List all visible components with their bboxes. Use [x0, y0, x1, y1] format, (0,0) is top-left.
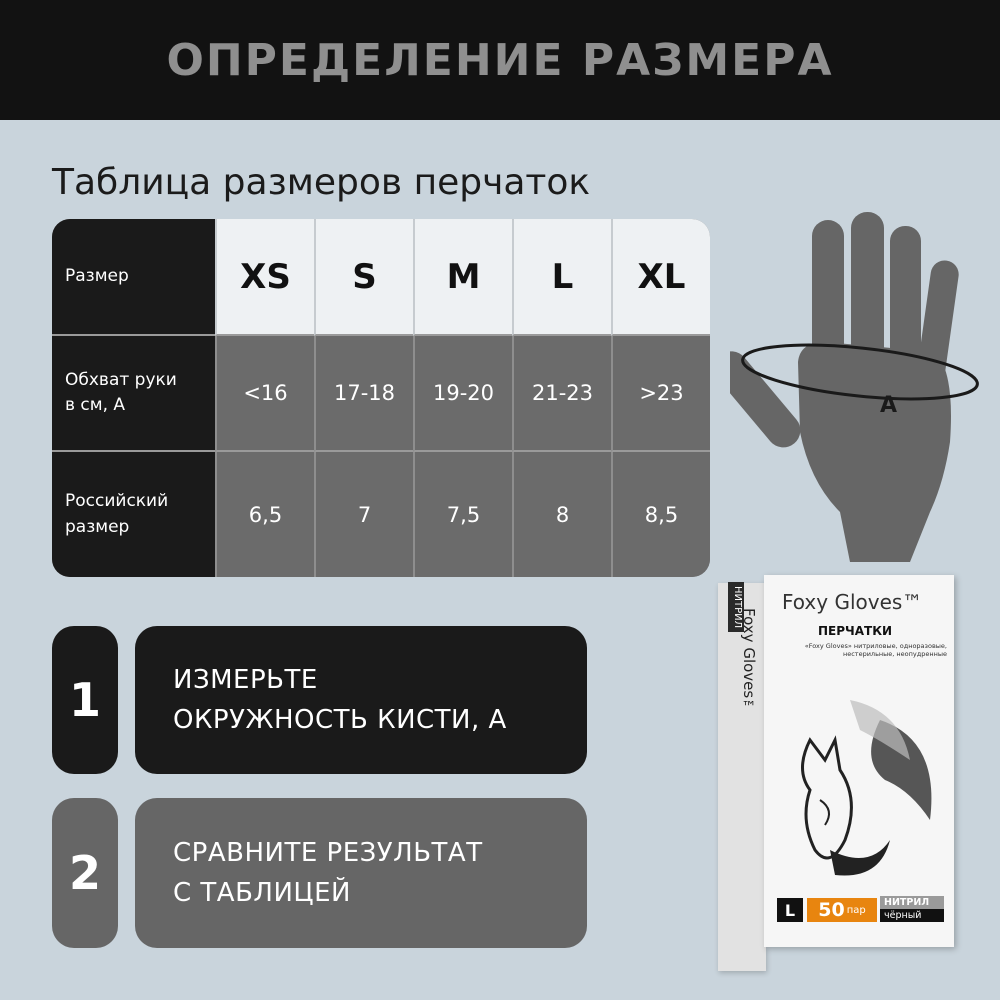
step-2-number: 2 — [52, 798, 118, 948]
fox-feather-icon — [790, 700, 950, 890]
product-size-badge: L — [777, 898, 803, 922]
size-table — [52, 219, 710, 577]
row-label-ru-size: Российский размер — [52, 452, 215, 577]
product-side-material: НИТРИЛ — [728, 582, 744, 632]
product-material-badge — [880, 896, 944, 922]
step-1-text: ИЗМЕРЬТЕ ОКРУЖНОСТЬ КИСТИ, А — [135, 626, 587, 774]
hand-icon — [730, 212, 980, 572]
product-description: «Foxy Gloves» нитриловые, одноразовые, нестерильные, неопудренные — [804, 642, 947, 659]
row-label-girth: Обхват руки в см, А — [52, 336, 215, 452]
step-1-number: 1 — [52, 626, 118, 774]
ru-size-cell: 7 — [314, 452, 413, 577]
size-cell: S — [314, 219, 413, 336]
product-side-brand: Foxy Gloves™ — [740, 608, 758, 717]
hand-label: A — [880, 393, 898, 418]
product-quantity: 50 — [818, 899, 845, 921]
ru-size-cell: 8,5 — [611, 452, 710, 577]
ru-size-cell: 7,5 — [413, 452, 512, 577]
product-material: НИТРИЛ — [880, 896, 944, 909]
product-quantity-badge — [807, 898, 877, 922]
row-label-size: Размер — [52, 219, 215, 336]
ru-size-cell: 6,5 — [215, 452, 314, 577]
product-color: чёрный — [880, 909, 944, 922]
ru-size-cell: 8 — [512, 452, 611, 577]
product-brand: Foxy Gloves™ — [782, 590, 923, 614]
step-2-text: СРАВНИТЕ РЕЗУЛЬТАТ С ТАБЛИЦЕЙ — [135, 798, 587, 948]
girth-cell: 19-20 — [413, 336, 512, 452]
girth-cell: >23 — [611, 336, 710, 452]
table-title: Таблица размеров перчаток — [52, 162, 591, 203]
size-cell: M — [413, 219, 512, 336]
size-cell: XS — [215, 219, 314, 336]
size-cell: XL — [611, 219, 710, 336]
size-cell: L — [512, 219, 611, 336]
girth-cell: <16 — [215, 336, 314, 452]
product-quantity-unit: пар — [846, 904, 866, 916]
header-banner — [0, 0, 1000, 120]
page-title: ОПРЕДЕЛЕНИЕ РАЗМЕРА — [166, 34, 834, 86]
product-name: ПЕРЧАТКИ — [818, 624, 893, 638]
girth-cell: 21-23 — [512, 336, 611, 452]
girth-cell: 17-18 — [314, 336, 413, 452]
